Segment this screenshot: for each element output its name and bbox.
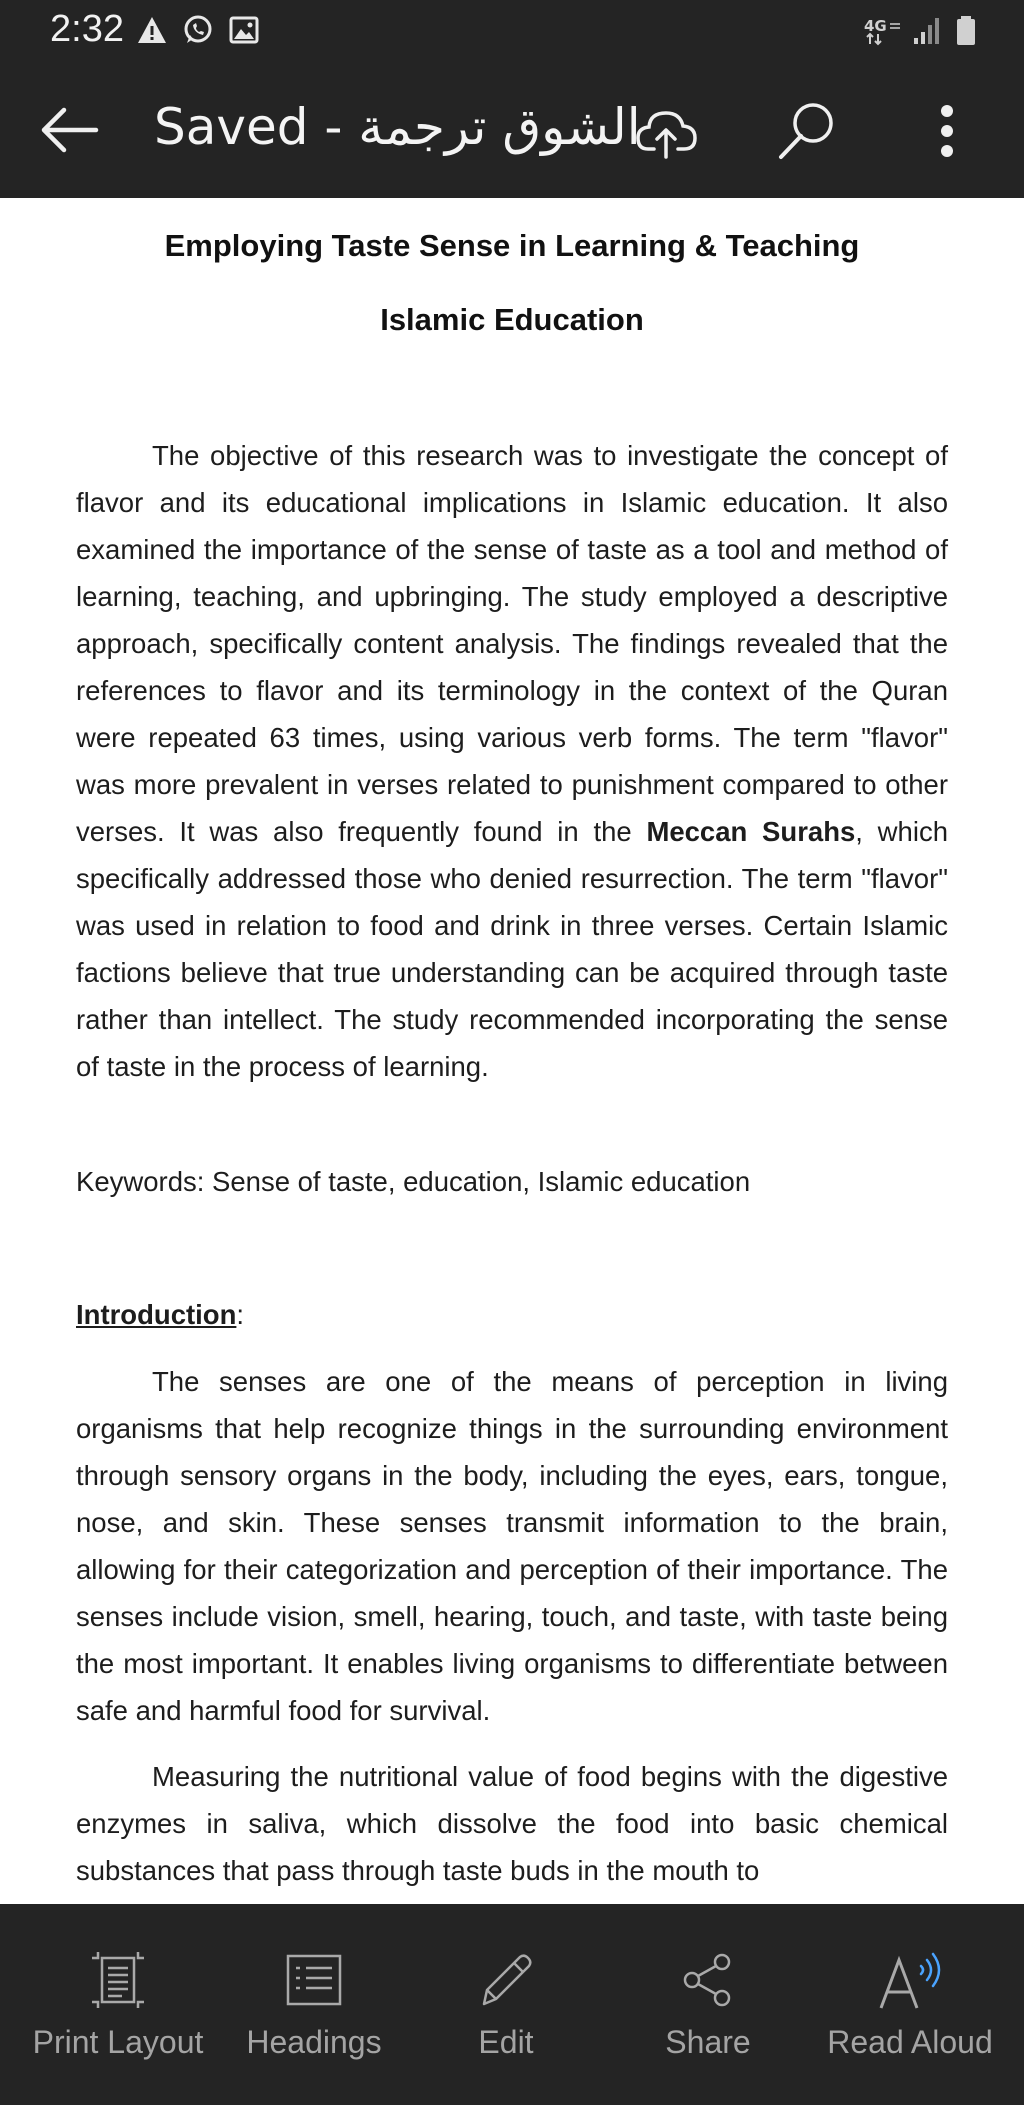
intro-paragraph-1: The senses are one of the means of perception in living organisms that help recognize things in the surrounding environment through sensory organs in the body, including the eyes, ears, tongue, nose, and skin. These senses transmit information to the brain, allowing for their categorization and perception of their importance. The senses include vision, smell, hearing, touch, and taste, with taste being the most important. It enables living organisms to differentiate between safe and harmful food for survival. bbox=[76, 1366, 948, 1726]
whatsapp-icon bbox=[182, 14, 214, 46]
print-layout-label: Print Layout bbox=[32, 2024, 204, 2060]
more-vertical-icon bbox=[937, 101, 957, 161]
edit-button[interactable] bbox=[410, 1904, 602, 2105]
share-button[interactable] bbox=[612, 1904, 804, 2105]
abstract-text-1: The objective of this research was to investigate the concept of flavor and its educational implications in Islamic education. It also examined the importance of the sense of taste as a tool and method of learning, teaching, and upbringing. The study employed a descriptive approach, specifically content analysis. The findings revealed that the references to flavor and its terminology in the context of the Quran were repeated 63 times, using various verb forms. The term "flavor" was more prevalent in verses related to punishment compared to other verses. It was also frequently found in the bbox=[76, 440, 948, 847]
intro-paragraph-2: Measuring the nutritional value of food begins with the digestive enzymes in saliva, which dissolve the food into basic chemical substances that pass through taste buds in the mouth to bbox=[76, 1761, 948, 1886]
bottom-toolbar bbox=[0, 1904, 1024, 2105]
cloud-upload-icon bbox=[634, 101, 700, 161]
alert-icon bbox=[136, 14, 168, 46]
read-aloud-icon bbox=[875, 1948, 945, 2012]
share-icon bbox=[678, 1950, 738, 2010]
headings-label: Headings bbox=[246, 2024, 382, 2060]
doc-title-line2: Islamic Education bbox=[380, 302, 644, 337]
svg-text:4G: 4G bbox=[864, 17, 887, 35]
share-label: Share bbox=[665, 2024, 751, 2060]
upload-button[interactable] bbox=[632, 98, 702, 164]
headings-icon bbox=[284, 1952, 344, 2008]
image-icon bbox=[228, 14, 260, 46]
mobile-data-icon bbox=[864, 14, 902, 46]
print-layout-icon bbox=[88, 1950, 148, 2010]
doc-title-line1: Employing Taste Sense in Learning & Teaching bbox=[164, 228, 860, 263]
introduction-heading bbox=[76, 1291, 244, 1338]
print-layout-button[interactable] bbox=[18, 1904, 218, 2105]
app-bar bbox=[0, 62, 1024, 198]
back-button[interactable] bbox=[34, 100, 104, 160]
more-options-button[interactable] bbox=[912, 98, 982, 164]
battery-icon bbox=[954, 14, 978, 46]
search-icon bbox=[775, 99, 839, 163]
abstract-paragraph bbox=[76, 432, 948, 1090]
abstract-text-2: , which specifically addressed those who denied resurrection. The term "flavor" was used in relation to food and drink in three verses. Certain Islamic factions believe that true understanding can be acquired through taste rather than intellect. The study recommended incorporating the sense of taste in the process of learning. bbox=[76, 816, 948, 1082]
status-time: 2:32 bbox=[50, 8, 124, 50]
notification-icons bbox=[136, 14, 260, 46]
introduction-heading-colon: : bbox=[236, 1299, 245, 1330]
keywords-line: Keywords: Sense of taste, education, Islamic education bbox=[76, 1166, 751, 1197]
back-arrow-icon bbox=[34, 100, 104, 160]
signal-icon bbox=[912, 14, 944, 46]
read-aloud-label: Read Aloud bbox=[827, 2024, 993, 2060]
system-icons bbox=[864, 14, 978, 46]
document-title: Saved - الشوق ترجمة bbox=[154, 98, 641, 156]
document-canvas[interactable] bbox=[0, 198, 1024, 1904]
read-aloud-button[interactable] bbox=[812, 1904, 1008, 2105]
edit-label: Edit bbox=[478, 2024, 534, 2060]
introduction-heading-text: Introduction bbox=[76, 1299, 237, 1330]
pencil-icon bbox=[476, 1950, 536, 2010]
abstract-bold-term: Meccan Surahs bbox=[646, 816, 856, 847]
headings-button[interactable] bbox=[218, 1904, 410, 2105]
search-button[interactable] bbox=[772, 98, 842, 164]
status-bar bbox=[0, 0, 1024, 62]
